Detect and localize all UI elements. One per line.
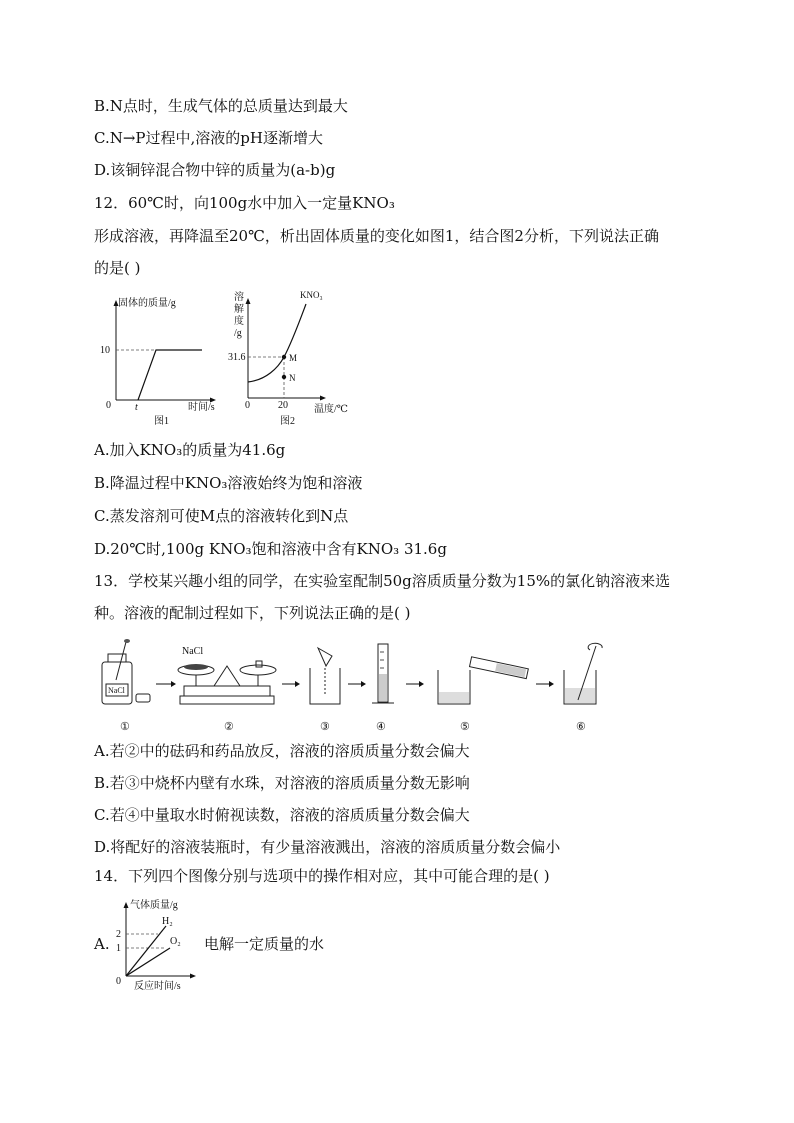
- q12-stem-line1: 12．60℃时，向100g水中加入一定量KNO₃: [94, 194, 395, 212]
- q14-y-tick-2: 2: [116, 929, 121, 940]
- fig2-y-label-4: /g: [234, 328, 242, 339]
- fig1-y-tick-10: 10: [100, 345, 110, 356]
- q14-y-label: 气体质量/g: [130, 900, 178, 911]
- step-number-4: ④: [376, 721, 386, 733]
- step3-beaker: [310, 648, 340, 704]
- step-number-3: ③: [320, 721, 330, 733]
- q14-option-a-letter: A.: [94, 935, 110, 953]
- step2-nacl-label: NaCl: [182, 646, 204, 657]
- q12-figure-2: [226, 284, 366, 430]
- q13-option-c: C.若④中量取水时俯视读数，溶液的溶质质量分数会偏大: [94, 806, 470, 824]
- step2-balance: [178, 646, 276, 704]
- step4-graduated-cylinder: [372, 644, 394, 703]
- q12-stem-line2: 形成溶液，再降温至20℃，析出固体质量的变化如图1，结合图2分析，下列说法正确: [94, 227, 659, 245]
- q14-y-tick-1: 1: [116, 943, 121, 954]
- step1-reagent-bottle: [102, 639, 150, 704]
- fig2-label-m: M: [289, 353, 298, 363]
- fig1-solid-mass-line: [138, 350, 202, 400]
- q13-option-b: B.若③中烧杯内壁有水珠，对溶液的溶质质量分数无影响: [94, 774, 470, 792]
- q14-origin: 0: [116, 976, 121, 987]
- step1-spoon-icon: [116, 642, 126, 680]
- step1-stopper: [136, 694, 150, 702]
- q14-x-label: 反应时间/s: [134, 981, 181, 992]
- fig1-y-label: 固体的质量/g: [118, 298, 176, 309]
- q12-figure-1: [96, 290, 226, 430]
- fig2-series-label: KNO₃: [300, 290, 323, 300]
- q13-stem-line1: 13．学校某兴趣小组的同学，在实验室配制50g溶质质量分数为15%的氯化钠溶液来选: [94, 572, 671, 590]
- q14-stem: 14．下列四个图像分别与选项中的操作相对应，其中可能合理的是( ): [94, 867, 550, 885]
- fig2-y-tick-31-6: 31.6: [228, 352, 246, 363]
- fig2-y-arrow: [246, 298, 251, 304]
- step1-nacl-label: NaCl: [108, 686, 125, 695]
- fig1-x-label: 时间/s: [188, 402, 215, 413]
- fig2-x-tick-20: 20: [278, 400, 288, 411]
- q14-option-a-text: 电解一定质量的水: [204, 935, 325, 953]
- q12-option-a: A.加入KNO₃的质量为41.6g: [94, 441, 286, 459]
- step-number-1: ①: [120, 721, 130, 733]
- q13-procedure-figure: [96, 636, 616, 736]
- step-number-6: ⑥: [576, 721, 586, 733]
- q12-option-b: B.降温过程中KNO₃溶液始终为饱和溶液: [94, 474, 363, 492]
- q12-option-c: C.蒸发溶剂可使M点的溶液转化到N点: [94, 507, 349, 525]
- q12-option-d: D.20℃时,100g KNO₃饱和溶液中含有KNO₃ 31.6g: [94, 540, 447, 558]
- q13-option-a: A.若②中的砝码和药品放反，溶液的溶质质量分数会偏大: [94, 742, 470, 760]
- step6-stir-solution: [564, 643, 602, 704]
- fig2-x-label: 温度/℃: [314, 404, 348, 415]
- fig2-point-m: [282, 355, 286, 359]
- fig2-kno3-curve: [248, 304, 306, 382]
- q11-option-c: C.N→P过程中,溶液的pH逐渐增大: [94, 129, 323, 147]
- fig2-y-label-2: 解: [234, 304, 244, 315]
- q14-h2-label: H₂: [162, 916, 173, 927]
- step-number-2: ②: [224, 721, 234, 733]
- q13-stem-line2: 种。溶液的配制过程如下，下列说法正确的是( ): [94, 604, 411, 622]
- q14-o2-label: O₂: [170, 936, 181, 947]
- fig1-caption: 图1: [154, 416, 169, 427]
- fig2-y-label-1: 溶: [234, 292, 244, 303]
- step-number-5: ⑤: [460, 721, 470, 733]
- q14-o2-line: [126, 948, 170, 976]
- q11-option-d: D.该铜锌混合物中锌的质量为(a-b)g: [94, 161, 336, 179]
- fig2-caption: 图2: [280, 416, 295, 427]
- fig1-origin: 0: [106, 400, 111, 411]
- fig2-y-label-3: 度: [234, 316, 244, 327]
- step5-pour-water: [438, 657, 528, 704]
- q12-stem-line3: 的是( ): [94, 259, 141, 277]
- q14-option-a-chart: [110, 896, 206, 992]
- q11-option-b: B.N点时，生成气体的总质量达到最大: [94, 97, 348, 115]
- fig2-origin: 0: [245, 400, 250, 411]
- q13-option-d: D.将配好的溶液装瓶时，有少量溶液溅出，溶液的溶质质量分数会偏小: [94, 838, 561, 856]
- fig2-x-arrow: [320, 396, 326, 401]
- fig2-label-n: N: [289, 373, 296, 383]
- fig2-point-n: [282, 375, 286, 379]
- q14-h2-line: [126, 926, 166, 976]
- fig1-x-tick-t: t: [135, 402, 138, 413]
